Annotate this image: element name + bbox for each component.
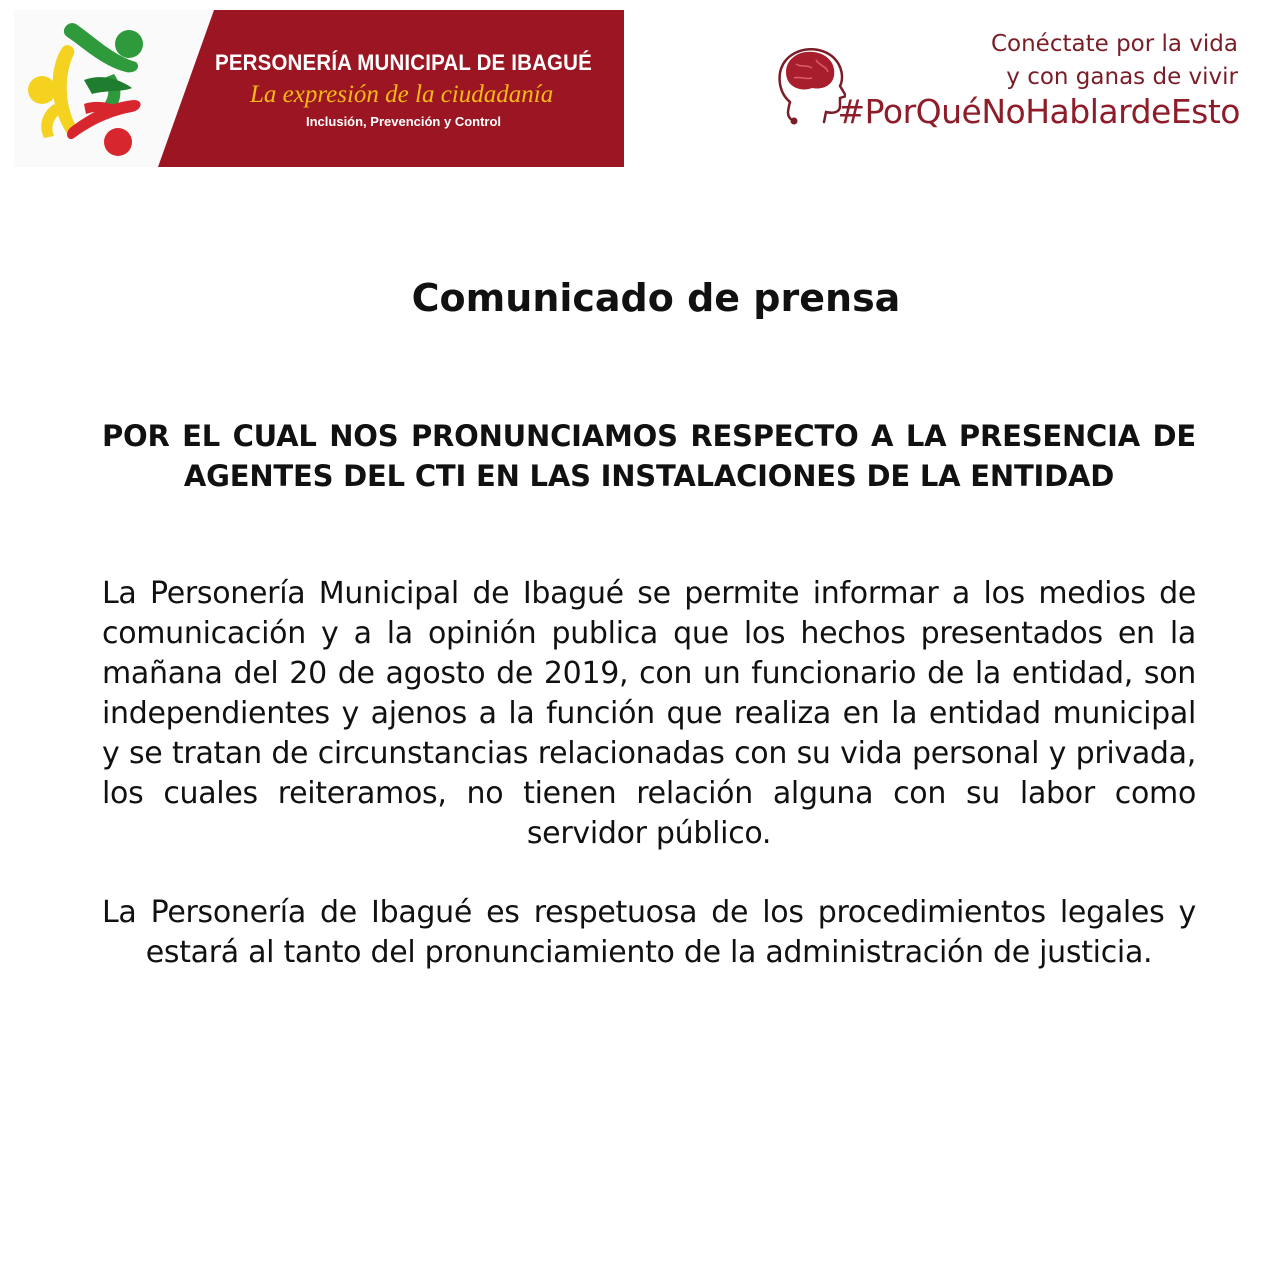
document-title: Comunicado de prensa	[411, 276, 901, 320]
org-name: PERSONERÍA MUNICIPAL DE IBAGUÉ	[215, 50, 592, 75]
campaign-hashtag: #PorQuéNoHablardeEsto	[837, 92, 1240, 131]
head-brain-icon	[772, 42, 846, 126]
org-pillars: Inclusión, Prevención y Control	[306, 114, 502, 129]
org-slogan: La expresión de la ciudadanía	[250, 81, 554, 108]
people-circle-logo-icon	[14, 8, 184, 168]
campaign-line-1: Conéctate por la vida	[990, 31, 1238, 57]
document-paragraph: La Personería de Ibagué es respetuosa de los procedimientos legales y estará al tanto del pronunciamiento de la administración de justicia.	[102, 895, 1196, 970]
campaign-line-2: y con ganas de vivir	[1006, 64, 1238, 90]
document-heading: POR EL CUAL NOS PRONUNCIAMOS RESPECTO A LA PRESENCIA DE AGENTES DEL CTI EN LAS INSTALACIONES DE LA ENTIDAD	[102, 419, 1196, 493]
document-paragraph: La Personería Municipal de Ibagué se permite informar a los medios de comunicación y a la opinión publica que los hechos presentados en la mañana del 20 de agosto de 2019, con un funcionario de la entidad, son independientes y ajenos a la función que realiza en la entidad municipal y se tratan de circunstancias relacionadas con su vida personal y privada, los cuales reiteramos, no tienen relación alguna con su labor como servidor público.	[102, 576, 1196, 851]
